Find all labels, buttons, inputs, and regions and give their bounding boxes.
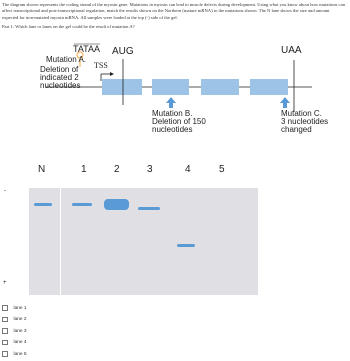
mutation-a-line-1: Mutation A. — [46, 55, 87, 64]
gel-lane-divider — [60, 188, 61, 295]
gel-minus-sign: - — [4, 188, 6, 194]
choice-lane-2[interactable] — [2, 315, 27, 325]
mutation-b-arrow-icon — [166, 97, 176, 108]
lane-label-4: 4 — [185, 164, 191, 175]
choice-label-lane-4: lane 4 — [13, 340, 27, 345]
choice-lane-3[interactable] — [2, 326, 27, 336]
exon-1 — [102, 79, 142, 95]
choice-label-lane-1: lane 1 — [13, 305, 27, 311]
gel-plus-sign: + — [3, 280, 7, 286]
mutation-c-line-1: Mutation C. — [281, 109, 322, 118]
intro-text: The diagram shown represents the coding strand of the myosin gene. Mutations in myosin can lead to muscle defects during development. Using what you know about how mutations can affect transcriptional and post-transcriptional regulation, match the results shown on the Northern (mature mRNA) to the mutations shown. The N lane shows the size and amount expected for non-mutated myosin mRNA. All samples were loaded at the top (-) side of the gel. — [2, 2, 345, 20]
mutation-b-line-1: Mutation B. — [152, 109, 193, 118]
checkbox-lane-1[interactable] — [2, 305, 8, 311]
uaa-label: UAA — [281, 45, 302, 56]
mutation-c-line-2: 3 nucleotides — [281, 117, 329, 126]
mutation-a-line-3: indicated 2 — [40, 73, 79, 82]
lane-label-2: 2 — [114, 164, 120, 175]
checkbox-lane-5[interactable] — [2, 351, 8, 357]
choice-lane-1[interactable] — [2, 303, 27, 313]
aug-label: AUG — [112, 46, 134, 57]
mutation-b-line-2: Deletion of 150 — [152, 117, 206, 126]
choice-label-lane-5: lane 5 — [13, 351, 27, 357]
mutation-b-line-3: nucleotides — [152, 125, 193, 134]
choice-label-lane-3: lane 3 — [13, 328, 27, 334]
band-lane-n — [34, 203, 52, 206]
northern-gel — [29, 188, 258, 295]
choice-label-lane-2: lane 2 — [13, 317, 27, 322]
mutation-c-arrow-icon — [280, 97, 290, 108]
mutation-a-line-4: nucleotides — [40, 81, 81, 90]
checkbox-lane-4[interactable] — [2, 340, 8, 346]
tss-label: TSS — [94, 61, 108, 70]
mutation-c-line-3: changed — [281, 125, 312, 134]
lane-label-n: N — [38, 164, 46, 175]
exon-3 — [201, 79, 239, 95]
band-lane-4 — [177, 244, 195, 247]
band-lane-1 — [72, 203, 92, 206]
mutation-a-label — [40, 55, 88, 90]
band-lane-3 — [138, 207, 160, 210]
mutation-a-line-2: Deletion of — [40, 65, 79, 74]
band-lane-2 — [104, 199, 129, 210]
tataa-label: TATAA — [73, 44, 100, 54]
choice-lane-5[interactable] — [2, 349, 27, 359]
choice-lane-4[interactable] — [2, 338, 27, 348]
exon-4 — [250, 79, 288, 95]
mutation-c-label — [281, 109, 330, 134]
exon-2 — [152, 79, 189, 95]
checkbox-lane-2[interactable] — [2, 317, 8, 323]
checkbox-lane-3[interactable] — [2, 328, 8, 334]
gene-diagram — [0, 0, 350, 180]
tss-arrow-head — [110, 72, 114, 76]
answer-choices — [2, 303, 27, 361]
mutation-b-label — [152, 109, 208, 134]
lane-label-3: 3 — [147, 164, 153, 175]
question-text: Part 1: Which lane or lanes on the gel could be the result of mutation A? — [2, 24, 135, 29]
lane-label-1: 1 — [81, 164, 87, 175]
lane-label-5: 5 — [219, 164, 225, 175]
